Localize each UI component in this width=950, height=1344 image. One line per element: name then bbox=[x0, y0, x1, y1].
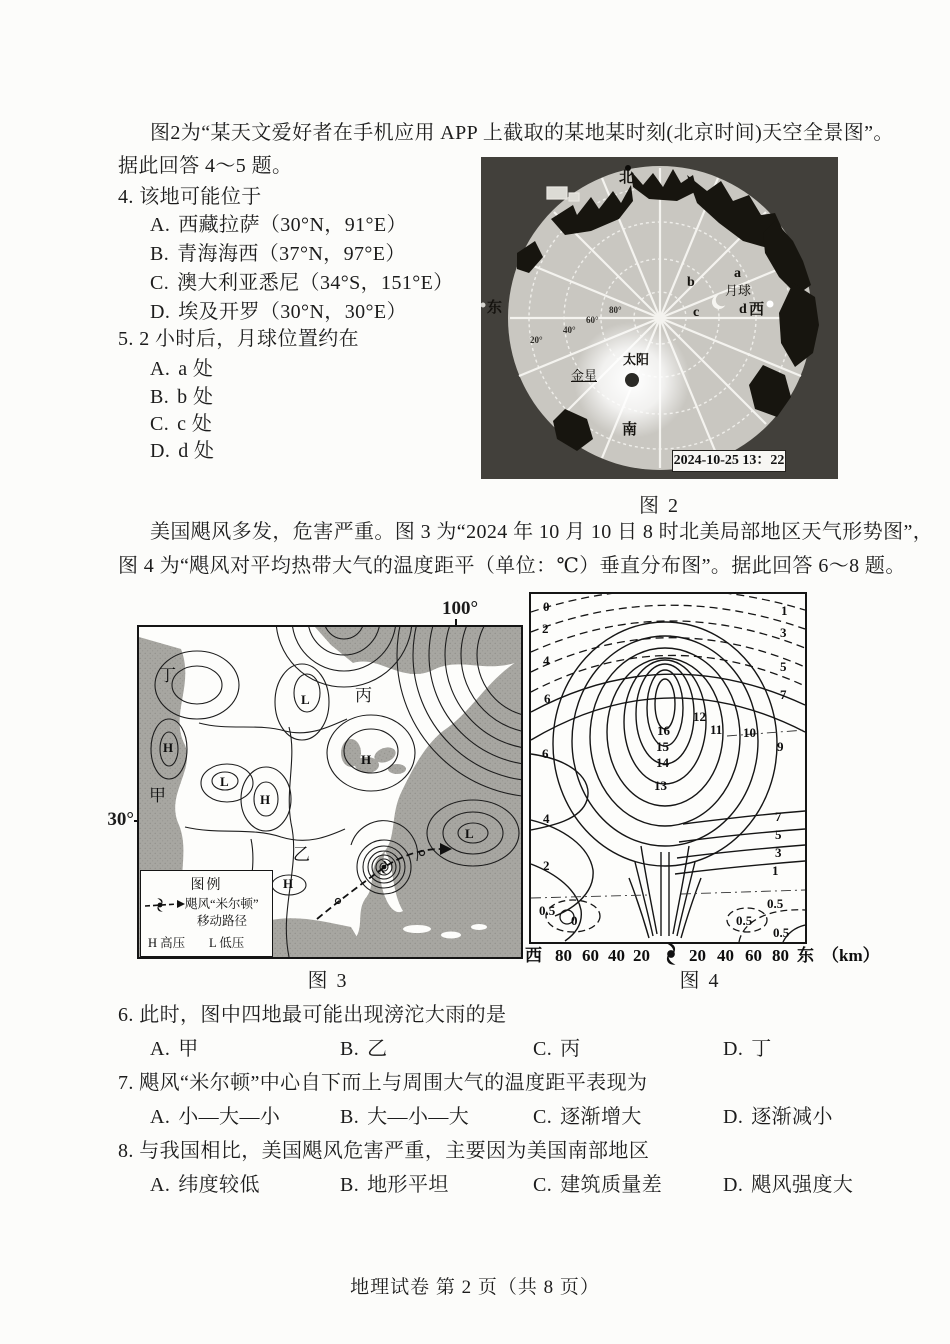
option-label: B. bbox=[340, 1038, 360, 1060]
option-C bbox=[150, 266, 454, 295]
option-label: A. bbox=[150, 1038, 171, 1060]
axis-tick: 40 bbox=[608, 946, 625, 965]
altitude-60: 60° bbox=[586, 315, 599, 325]
contour-value: 2 bbox=[542, 621, 549, 636]
area-jia: 甲 bbox=[149, 786, 166, 805]
option-text: 乙 bbox=[367, 1038, 388, 1060]
contour-value: 0.5 bbox=[767, 896, 784, 911]
contour-value: 11 bbox=[710, 722, 723, 737]
axis-tick: 60 bbox=[745, 946, 762, 965]
contour-value: 7 bbox=[775, 809, 782, 824]
contour-value: 15 bbox=[656, 739, 669, 754]
question-6-number: 6. bbox=[118, 1004, 134, 1026]
page-footer: 地理试卷 第 2 页（共 8 页） bbox=[350, 1277, 600, 1298]
hurricane-track-symbol bbox=[144, 897, 186, 913]
option-C bbox=[533, 1032, 581, 1061]
option-text: 建筑质量差 bbox=[560, 1174, 663, 1196]
question-7-stem bbox=[118, 1066, 647, 1095]
figure-3-caption: 图 3 bbox=[307, 970, 349, 992]
altitude-80: 80° bbox=[609, 305, 622, 315]
contour-value: 5 bbox=[775, 827, 782, 842]
option-B bbox=[340, 1168, 449, 1197]
option-text: 地形平坦 bbox=[367, 1174, 449, 1196]
question-4-number: 4. bbox=[118, 186, 134, 208]
contour-value: 0.5 bbox=[773, 925, 790, 940]
fig3-legend bbox=[140, 870, 273, 957]
option-label: D. bbox=[150, 301, 171, 323]
option-text: 澳大利亚悉尼（34°S，151°E） bbox=[177, 272, 454, 294]
axis-tick: 80 bbox=[772, 946, 789, 965]
fig2-labels bbox=[481, 157, 838, 479]
option-text: 小—大—小 bbox=[178, 1106, 281, 1128]
legend-title: 图例 bbox=[190, 878, 223, 893]
label-north: 北 bbox=[619, 170, 635, 186]
legend-track-label-1: 飓风“米尔顿” bbox=[185, 897, 259, 911]
option-D bbox=[723, 1100, 833, 1129]
axis-tick: 20 bbox=[689, 946, 706, 965]
axis-tick: 40 bbox=[717, 946, 734, 965]
point-c: c bbox=[693, 305, 700, 320]
pressure-l: L bbox=[301, 692, 310, 707]
option-B bbox=[150, 237, 406, 266]
option-text: d 处 bbox=[178, 440, 215, 462]
question-7-number: 7. bbox=[118, 1072, 134, 1094]
option-text: 逐渐增大 bbox=[560, 1106, 642, 1128]
point-a: a bbox=[734, 266, 741, 281]
option-text: 大—小—大 bbox=[367, 1106, 470, 1128]
option-D bbox=[150, 434, 214, 463]
option-C bbox=[533, 1168, 662, 1197]
question-6-text: 此时，图中四地最可能出现滂沱大雨的是 bbox=[139, 1004, 507, 1026]
option-D bbox=[150, 295, 407, 324]
option-label: C. bbox=[533, 1106, 553, 1128]
option-text: 逐渐减小 bbox=[751, 1106, 833, 1128]
question-4-stem bbox=[118, 180, 262, 209]
option-text: a 处 bbox=[178, 358, 214, 380]
option-label: B. bbox=[150, 386, 170, 408]
question-7-text: 飓风“米尔顿”中心自下而上与周围大气的温度距平表现为 bbox=[139, 1072, 648, 1094]
question-6-stem bbox=[118, 998, 506, 1027]
contour-value: 13 bbox=[654, 778, 667, 793]
question-5-text: 2 小时后，月球位置约在 bbox=[139, 328, 360, 350]
option-label: D. bbox=[723, 1106, 744, 1128]
question-5-stem bbox=[118, 322, 359, 351]
label-west: 西 bbox=[749, 302, 765, 318]
option-C bbox=[150, 407, 212, 436]
option-text: 西藏拉萨（30°N，91°E） bbox=[178, 214, 407, 236]
option-text: 甲 bbox=[178, 1038, 199, 1060]
option-B bbox=[340, 1100, 469, 1129]
contour-value: 4 bbox=[543, 811, 550, 826]
option-label: A. bbox=[150, 1106, 171, 1128]
axis-unit: （km） bbox=[822, 946, 880, 965]
contour-value: 3 bbox=[775, 845, 782, 860]
axis-tick: 60 bbox=[582, 946, 599, 965]
moon-label: 月球 bbox=[725, 283, 752, 298]
option-text: 埃及开罗（30°N，30°E） bbox=[178, 301, 407, 323]
intro2-line2: 图 4 为“飓风对平均热带大气的温度距平（单位：℃）垂直分布图”。据此回答 6～8 题。 bbox=[118, 555, 906, 577]
contour-value: 0.5 bbox=[736, 913, 753, 928]
label-south: 南 bbox=[622, 422, 638, 438]
axis-tick: 80 bbox=[555, 946, 572, 965]
option-D bbox=[723, 1168, 853, 1197]
contour-value: 5 bbox=[780, 659, 787, 674]
pressure-h: H bbox=[283, 876, 294, 891]
contour-value: 0 bbox=[571, 913, 578, 928]
question-8-text: 与我国相比，美国飓风危害严重，主要因为美国南部地区 bbox=[139, 1140, 650, 1162]
contour-value: 6 bbox=[544, 691, 551, 706]
pressure-l: L bbox=[465, 826, 474, 841]
pressure-h: H bbox=[361, 752, 372, 767]
contour-value: 10 bbox=[743, 725, 756, 740]
option-text: b 处 bbox=[177, 386, 214, 408]
axis-tick: 20 bbox=[633, 946, 650, 965]
question-8-number: 8. bbox=[118, 1140, 134, 1162]
figure-4-temp-anomaly-chart bbox=[529, 592, 807, 944]
option-label: C. bbox=[533, 1174, 553, 1196]
option-label: B. bbox=[150, 243, 170, 265]
figure-2-sky-panorama bbox=[481, 157, 838, 479]
axis-east: 东 bbox=[797, 946, 814, 965]
option-label: C. bbox=[150, 413, 170, 435]
contour-value: 14 bbox=[656, 755, 669, 770]
contour-value: 3 bbox=[780, 625, 787, 640]
fig4-contour-labels bbox=[531, 594, 805, 942]
pressure-h: H bbox=[260, 792, 271, 807]
pressure-l: L bbox=[220, 774, 229, 789]
area-bing: 丙 bbox=[355, 686, 372, 705]
contour-value: 0 bbox=[543, 599, 550, 614]
option-text: c 处 bbox=[177, 413, 213, 435]
point-d: d bbox=[739, 302, 747, 317]
contour-value: 0.5 bbox=[539, 903, 556, 918]
question-5-number: 5. bbox=[118, 328, 134, 350]
option-label: B. bbox=[340, 1174, 360, 1196]
legend-high-pressure: H 高压 bbox=[148, 936, 186, 950]
intro1-line2: 据此回答 4～5 题。 bbox=[118, 155, 293, 177]
option-label: B. bbox=[340, 1106, 360, 1128]
option-label: A. bbox=[150, 1174, 171, 1196]
option-C bbox=[533, 1100, 642, 1129]
intro1-line1: 图2为“某天文爱好者在手机应用 APP 上截取的某地某时刻(北京时间)天空全景图”。 bbox=[150, 122, 894, 144]
option-label: D. bbox=[723, 1038, 744, 1060]
option-label: A. bbox=[150, 358, 171, 380]
option-label: A. bbox=[150, 214, 171, 236]
option-label: C. bbox=[150, 272, 170, 294]
venus-label: 金星 bbox=[571, 368, 598, 383]
fig2-timestamp: 2024-10-25 13：22 bbox=[672, 450, 786, 472]
altitude-40: 40° bbox=[563, 325, 576, 335]
contour-value: 1 bbox=[772, 863, 779, 878]
option-text: 飓风强度大 bbox=[751, 1174, 854, 1196]
axis-west: 西 bbox=[525, 946, 542, 965]
contour-value: 12 bbox=[693, 709, 706, 724]
option-B bbox=[340, 1032, 388, 1061]
option-text: 丁 bbox=[751, 1038, 772, 1060]
figure-4-caption: 图 4 bbox=[679, 970, 721, 992]
contour-value: 2 bbox=[543, 858, 550, 873]
option-label: D. bbox=[150, 440, 171, 462]
legend-track-label-2: 移动路径 bbox=[197, 914, 248, 928]
label-east: 东 bbox=[487, 300, 503, 316]
contour-value: 1 bbox=[781, 603, 788, 618]
option-A bbox=[150, 1168, 260, 1197]
intro2-line1: 美国飓风多发，危害严重。图 3 为“2024 年 10 月 10 日 8 时北美局部地区天气形势图”， bbox=[150, 521, 934, 543]
pressure-h: H bbox=[163, 740, 174, 755]
fig3-latitude-label: 30° bbox=[107, 809, 134, 830]
contour-value: 7 bbox=[780, 687, 787, 702]
option-B bbox=[150, 380, 213, 409]
option-A bbox=[150, 352, 213, 381]
option-label: D. bbox=[723, 1174, 744, 1196]
option-text: 丙 bbox=[560, 1038, 581, 1060]
option-text: 纬度较低 bbox=[178, 1174, 260, 1196]
fig3-longitude-label: 100° bbox=[441, 598, 479, 619]
option-text: 青海海西（37°N，97°E） bbox=[177, 243, 406, 265]
sun-label: 太阳 bbox=[623, 352, 650, 367]
point-b: b bbox=[687, 275, 695, 290]
legend-low-pressure: L 低压 bbox=[209, 936, 245, 950]
question-8-stem bbox=[118, 1134, 649, 1163]
question-4-text: 该地可能位于 bbox=[139, 186, 262, 208]
area-yi: 乙 bbox=[293, 845, 310, 864]
contour-value: 9 bbox=[777, 739, 784, 754]
option-A bbox=[150, 208, 407, 237]
figure-2-caption: 图 2 bbox=[639, 495, 680, 517]
option-label: C. bbox=[533, 1038, 553, 1060]
contour-value: 4 bbox=[543, 653, 550, 668]
option-A bbox=[150, 1032, 199, 1061]
area-ding: 丁 bbox=[159, 666, 176, 685]
option-D bbox=[723, 1032, 772, 1061]
option-A bbox=[150, 1100, 280, 1129]
altitude-20: 20° bbox=[530, 335, 543, 345]
contour-value: 16 bbox=[657, 723, 670, 738]
figure-3-weather-map bbox=[137, 625, 523, 959]
contour-value: 6 bbox=[542, 746, 549, 761]
